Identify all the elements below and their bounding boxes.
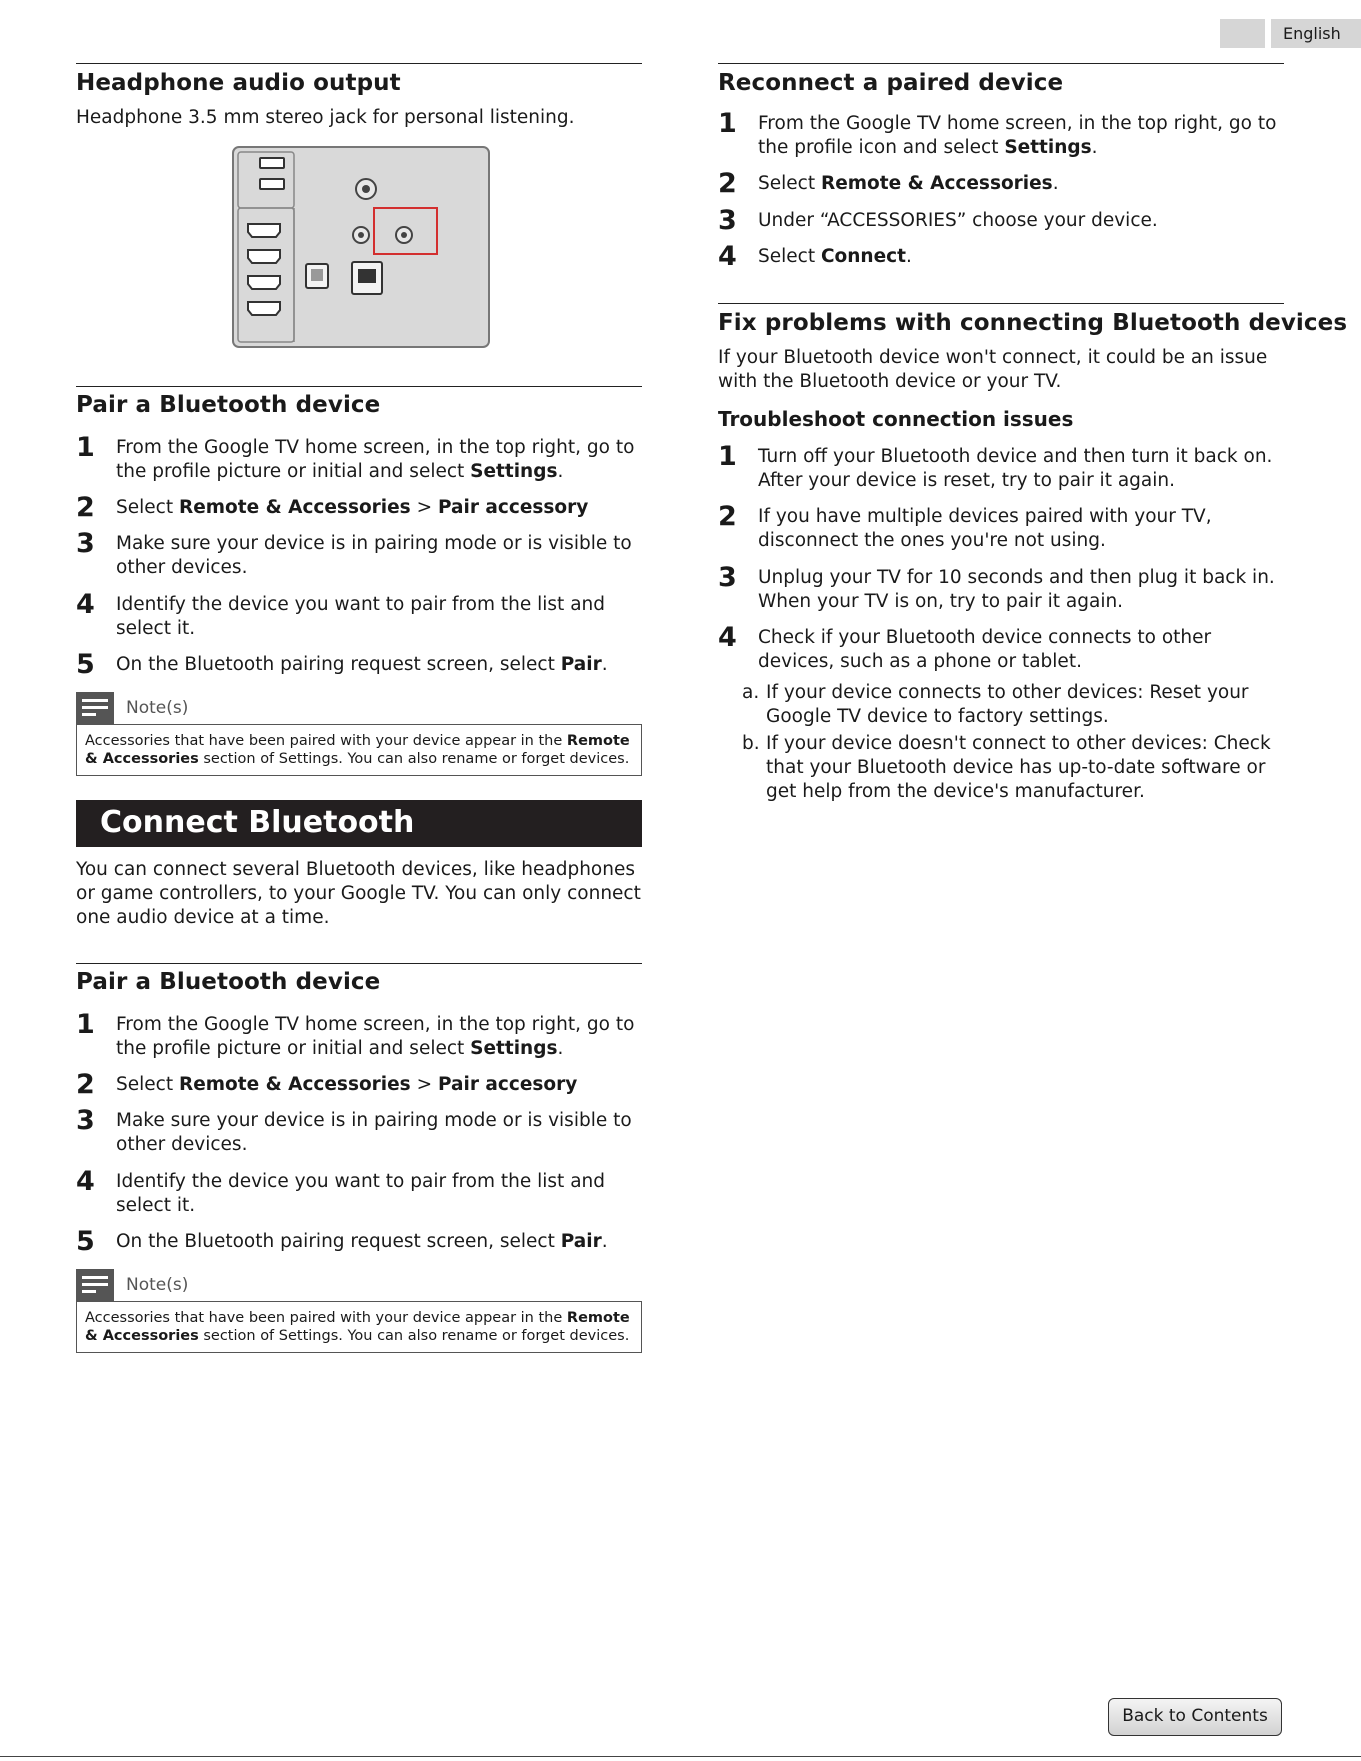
language-tab-english[interactable]: English: [1271, 19, 1361, 48]
connect-desc: You can connect several Bluetooth devices, like headphones or game controllers, to your Google TV. You can only connect one audio device at a time.: [76, 859, 641, 928]
pair2-title: Pair a Bluetooth device: [76, 969, 381, 995]
note-icon: [76, 1269, 114, 1301]
fix-subtitle: Troubleshoot connection issues: [718, 407, 1074, 431]
headphone-desc: Headphone 3.5 mm stereo jack for personal listening.: [76, 107, 575, 128]
section-rule: [76, 63, 642, 64]
reconnect-title: Reconnect a paired device: [718, 70, 1064, 96]
fix-title: Fix problems with connecting Bluetooth devices: [718, 310, 1348, 336]
note-icon: [76, 692, 114, 724]
section-rule: [718, 63, 1284, 64]
section-rule: [76, 386, 642, 387]
note-box: Accessories that have been paired with your device appear in the Remote & Accessories section of Settings. You can also rename or forget devices.: [76, 1301, 642, 1353]
section-rule: [76, 963, 642, 964]
tv-rear-panel-figure: [232, 146, 492, 348]
note-header: Note(s): [76, 1269, 642, 1301]
pair1-title: Pair a Bluetooth device: [76, 392, 381, 418]
language-tab-blank[interactable]: [1220, 19, 1265, 48]
bottom-rule: [0, 1756, 1361, 1757]
fix-substep: a. If your device connects to other devices: Reset your Google TV device to factory settings.: [742, 682, 1249, 727]
note-box: Accessories that have been paired with your device appear in the Remote & Accessories section of Settings. You can also rename or forget devices.: [76, 724, 642, 776]
connect-bluetooth-banner: Connect Bluetooth: [76, 800, 642, 847]
section-rule: [718, 303, 1284, 304]
back-to-contents-button[interactable]: Back to Contents: [1108, 1698, 1282, 1736]
headphone-title: Headphone audio output: [76, 70, 401, 96]
fix-substep: b. If your device doesn't connect to other devices: Check that your Bluetooth device has up-to-date software or get help from the device's manufacturer.: [742, 733, 1271, 802]
fix-desc: If your Bluetooth device won't connect, it could be an issue with the Bluetooth device or your TV.: [718, 347, 1268, 392]
note-header: Note(s): [76, 692, 642, 724]
